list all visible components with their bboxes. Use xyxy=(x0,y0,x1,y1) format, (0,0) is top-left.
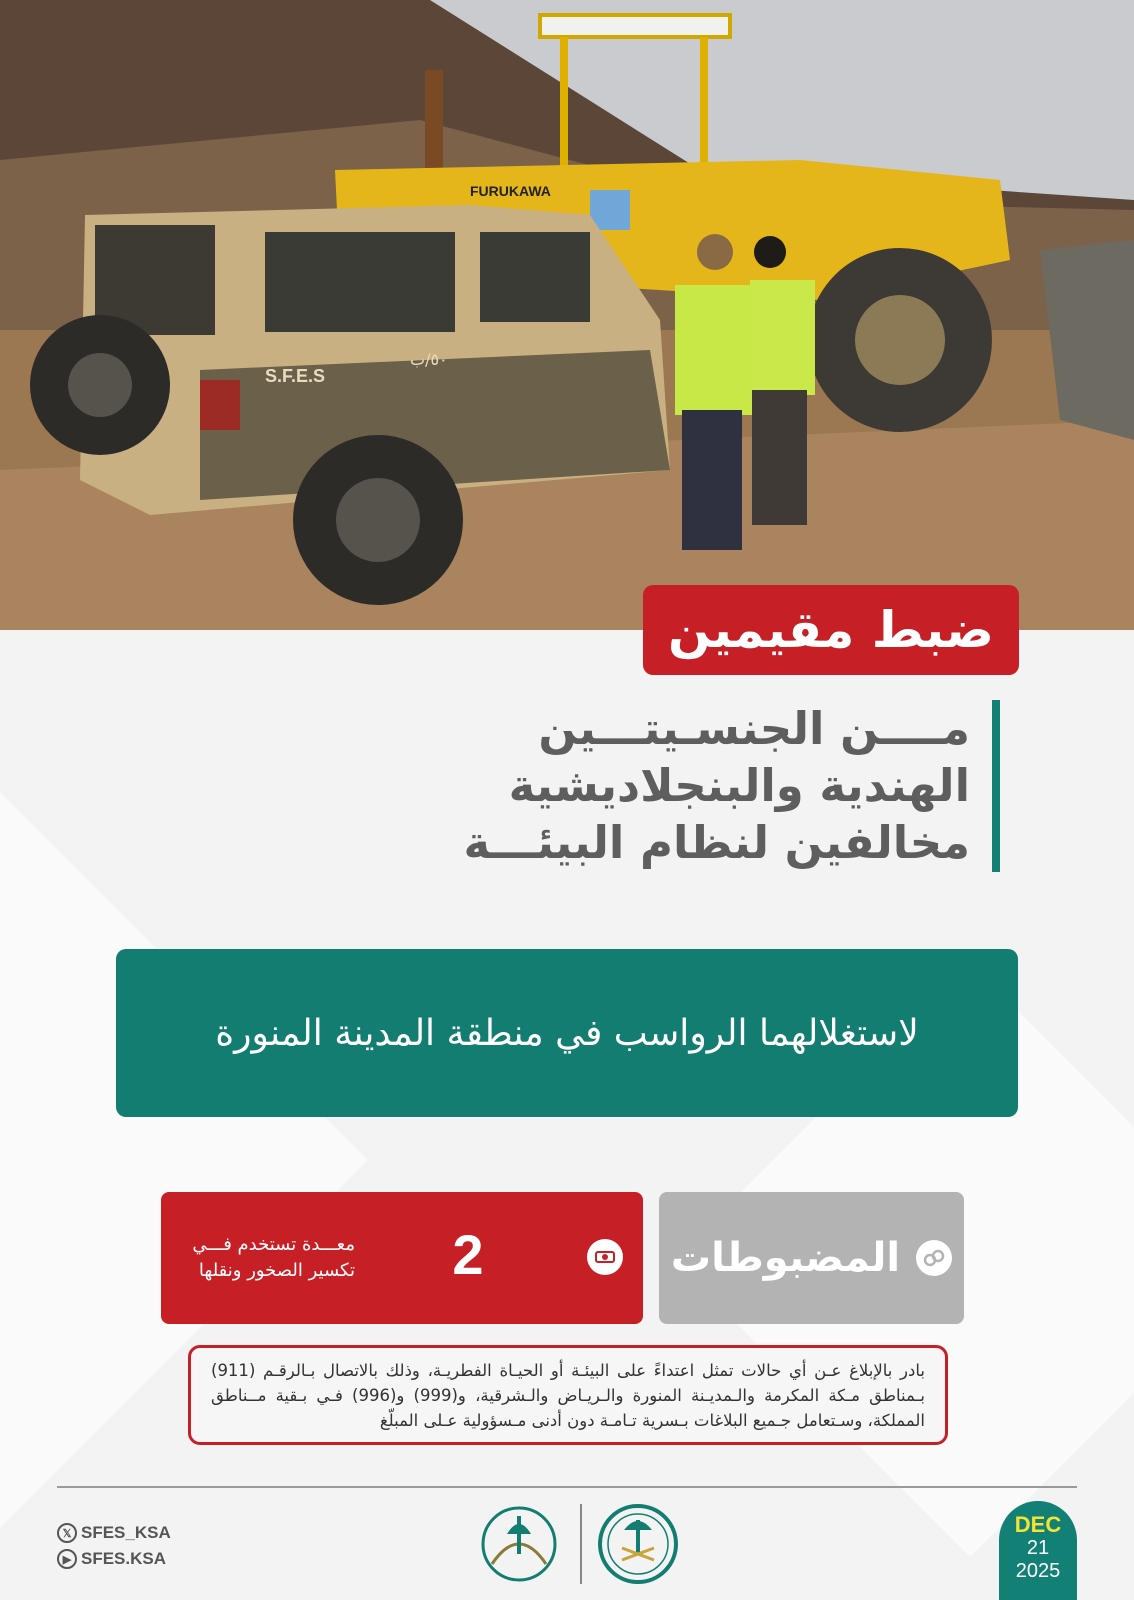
date-badge xyxy=(999,1501,1077,1600)
reason-banner xyxy=(116,949,1018,1117)
seized-description xyxy=(175,1232,355,1284)
youtube-icon: ▶ xyxy=(57,1549,77,1569)
headline-label: ضبط مقيمين xyxy=(643,585,1019,675)
seized-item-card xyxy=(161,1192,643,1324)
hero-photo xyxy=(0,0,1134,630)
logo-divider xyxy=(580,1504,582,1584)
hero-photo-illustration xyxy=(0,0,1134,630)
date-year: 2025 xyxy=(1015,1560,1061,1582)
social-handles xyxy=(57,1520,171,1572)
footer-logos xyxy=(472,1502,680,1586)
reason-text: لاستغلالهما الرواسب في منطقة المدينة المنورة xyxy=(215,1012,919,1054)
footer-divider xyxy=(57,1486,1077,1488)
sfes-emblem-logo xyxy=(472,1504,566,1584)
headline-line-2: الهندية والبنجلاديشية xyxy=(508,759,970,812)
svg-text:FURUKAWA: FURUKAWA xyxy=(470,183,551,199)
seized-description-line-2: تكسير الصخور ونقلها xyxy=(198,1260,355,1281)
svg-text:٥٠/ب: ٥٠/ب xyxy=(410,350,448,369)
x-handle: SFES_KSA xyxy=(81,1523,171,1542)
svg-text:S.F.E.S: S.F.E.S xyxy=(265,366,326,386)
youtube-handle-link[interactable] xyxy=(57,1546,171,1572)
equipment-icon xyxy=(587,1239,623,1275)
headline-line-3: مخالفين لنظام البيئـــة xyxy=(463,816,970,869)
report-notice-text: بادر بالإبلاغ عـن أي حالات تمثل اعتداءً على البيئـة أو الحيـاة الفطريـة، وذلك بالاتصال بـالرقـم (911) بـمناطق مـكة المكرمة والـمديـنة المنورة والـريـاض والـشرقية، و(999) و(996) فـي بـقية مــناطق المملكة، وسـتعامل جـميع البلاغات بـسرية تـامـة دون أدنى مـسؤولية عـلى المبلّغ xyxy=(211,1361,925,1430)
headline-title xyxy=(380,700,1000,872)
date-day: 21 xyxy=(1026,1537,1050,1559)
report-notice xyxy=(188,1345,948,1445)
date-month: DEC xyxy=(1014,1512,1062,1537)
seized-header xyxy=(659,1192,964,1324)
x-icon: 𝕏 xyxy=(57,1523,77,1543)
x-handle-link[interactable] xyxy=(57,1520,171,1546)
ministry-emblem-logo xyxy=(596,1502,680,1586)
seized-label: المضبوطات xyxy=(670,1235,901,1281)
seized-description-line-1: معـــدة تستخدم فـــي xyxy=(192,1234,355,1255)
youtube-handle: SFES.KSA xyxy=(81,1549,167,1568)
handcuffs-icon xyxy=(916,1240,952,1276)
headline-line-1: مــــن الجنسـيتـــين xyxy=(538,702,970,755)
seized-count: 2 xyxy=(452,1223,484,1286)
